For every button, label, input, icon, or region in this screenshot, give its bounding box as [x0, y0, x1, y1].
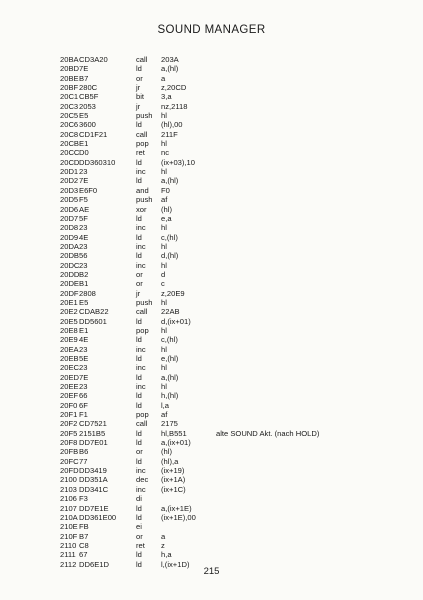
operands: h,a [161, 550, 172, 560]
address: 20DE [60, 279, 79, 289]
address: 20EB [60, 354, 79, 363]
hex-bytes: 3600 [79, 120, 96, 130]
operands: (ix+1A) [161, 475, 186, 485]
address: 20D2 [60, 176, 79, 186]
operands: e,(hl) [161, 354, 179, 363]
operands: (ix+1E),00 [161, 512, 196, 522]
hex-bytes: DD360310 [79, 157, 116, 167]
address: 20C6 [60, 120, 79, 130]
operands: hl [161, 382, 167, 392]
address: 2103 [60, 484, 77, 494]
operands: (ix+03),10 [161, 157, 195, 167]
operands: nc [161, 148, 170, 158]
hex-bytes: 280C [79, 83, 98, 93]
hex-bytes: DD341C [79, 484, 109, 494]
hex-bytes: 7E [79, 176, 89, 186]
mnemonic: jr [136, 83, 141, 93]
hex-bytes: CB5F [79, 92, 99, 102]
address: 20D7 [60, 213, 79, 223]
mnemonic: or [136, 531, 143, 541]
hex-bytes: C8 [79, 540, 89, 550]
hex-bytes: B7 [79, 531, 89, 541]
operands: hl,B551 [161, 428, 187, 438]
mnemonic: call [136, 55, 148, 64]
address: 20DB [60, 251, 79, 261]
operands: (ix+19) [161, 466, 185, 476]
mnemonic: inc [136, 223, 146, 233]
mnemonic: ret [136, 148, 145, 158]
operands: (hl),a [161, 456, 179, 466]
hex-bytes: 7E [79, 64, 89, 74]
hex-bytes: AE [79, 204, 90, 214]
address: 20C1 [60, 92, 79, 102]
address: 210F [60, 531, 78, 541]
address: 20EE [60, 382, 79, 392]
address: 20CC [60, 148, 80, 158]
hex-bytes: 23 [79, 167, 88, 177]
address: 20DD [60, 269, 80, 279]
mnemonic: inc [136, 344, 146, 354]
operands: d [161, 269, 166, 279]
mnemonic: ld [136, 354, 142, 363]
address: 20F2 [60, 419, 78, 429]
operands: hl [161, 223, 167, 233]
address: 20C8 [60, 129, 79, 139]
hex-bytes: DD7E1E [79, 503, 109, 513]
mnemonic: ei [136, 522, 142, 532]
operands: 3,a [161, 92, 172, 102]
operands: (hl) [161, 204, 172, 214]
address: 20BE [60, 73, 79, 83]
mnemonic: inc [136, 241, 146, 251]
hex-bytes: E6F0 [79, 185, 98, 195]
address: 20D1 [60, 167, 79, 177]
address: 20C3 [60, 101, 79, 111]
address: 20FD [60, 466, 79, 476]
hex-bytes: 23 [79, 260, 88, 270]
hex-bytes: 6F [79, 400, 88, 410]
operands: d,(ix+01) [161, 316, 191, 326]
operands: a,(hl) [161, 372, 179, 382]
mnemonic: or [136, 269, 143, 279]
mnemonic: ld [136, 438, 142, 448]
operands: hl [161, 363, 167, 373]
mnemonic: or [136, 73, 143, 83]
operands: 22AB [161, 307, 180, 317]
mnemonic: inc [136, 466, 146, 476]
operands: z [161, 540, 165, 550]
mnemonic: ld [136, 428, 142, 438]
operands: hl [161, 139, 167, 149]
address: 20E8 [60, 325, 78, 335]
address: 20E2 [60, 307, 78, 317]
mnemonic: pop [136, 325, 149, 335]
mnemonic: inc [136, 484, 146, 494]
hex-bytes: DD351A [79, 475, 108, 485]
operands: F0 [161, 185, 170, 195]
hex-bytes: 2053 [79, 101, 96, 111]
mnemonic: bit [136, 92, 145, 102]
mnemonic: pop [136, 139, 149, 149]
operands: nz,2118 [161, 101, 188, 111]
address: 20F8 [60, 438, 78, 448]
operands: a [161, 531, 166, 541]
operands: hl [161, 297, 167, 307]
hex-bytes: CDAB22 [79, 307, 109, 317]
operands: c,(hl) [161, 335, 178, 345]
mnemonic: ld [136, 176, 142, 186]
mnemonic: inc [136, 382, 146, 392]
address: 20F1 [60, 410, 78, 420]
operands: hl [161, 260, 167, 270]
mnemonic: ld [136, 120, 142, 130]
operands: l,(ix+1D) [161, 559, 190, 569]
hex-bytes: DD6E1D [79, 559, 109, 569]
hex-bytes: 2151B5 [79, 428, 106, 438]
hex-bytes: 66 [79, 391, 88, 401]
address: 210A [60, 512, 78, 522]
mnemonic: ld [136, 503, 142, 513]
mnemonic: ld [136, 213, 142, 223]
hex-bytes: DD361E00 [79, 512, 117, 522]
mnemonic: ld [136, 64, 142, 74]
operands: c,(hl) [161, 232, 178, 242]
operands: af [161, 195, 168, 205]
operands: e,a [161, 213, 172, 223]
operands: a,(hl) [161, 64, 179, 74]
mnemonic: inc [136, 260, 146, 270]
mnemonic: ld [136, 251, 142, 261]
mnemonic: ld [136, 372, 142, 382]
hex-bytes: 67 [79, 550, 88, 560]
hex-bytes: CD7521 [79, 419, 107, 429]
address: 20E5 [60, 316, 78, 326]
address: 20FB [60, 447, 79, 457]
hex-bytes: DD7E01 [79, 438, 108, 448]
operands: hl [161, 167, 167, 177]
address: 20EC [60, 363, 79, 373]
comment: alte SOUND Akt. (nach HOLD) [216, 428, 320, 438]
operands: hl [161, 325, 167, 335]
hex-bytes: 23 [79, 382, 88, 392]
address: 20F0 [60, 400, 78, 410]
address: 20F5 [60, 428, 78, 438]
address: 2112 [60, 559, 77, 569]
page-number: 215 [203, 566, 220, 577]
operands: a,(ix+1E) [161, 503, 192, 513]
mnemonic: push [136, 297, 153, 307]
operands: l,a [161, 400, 170, 410]
operands: 203A [161, 55, 179, 64]
hex-bytes: E1 [79, 325, 89, 335]
mnemonic: inc [136, 167, 146, 177]
address: 20ED [60, 372, 79, 382]
address: 2107 [60, 503, 77, 513]
address: 20CB [60, 139, 79, 149]
hex-bytes: B7 [79, 73, 89, 83]
operands: (ix+1C) [161, 484, 186, 494]
address: 2106 [60, 494, 77, 504]
address: 20FC [60, 456, 79, 466]
address: 2111 [60, 550, 76, 560]
mnemonic: ld [136, 157, 142, 167]
mnemonic: or [136, 279, 143, 289]
mnemonic: call [136, 129, 148, 139]
mnemonic: ld [136, 316, 142, 326]
hex-bytes: F3 [79, 494, 88, 504]
address: 20DC [60, 260, 80, 270]
operands: d,(hl) [161, 251, 179, 261]
address: 20BA [60, 55, 79, 64]
operands: a,(hl) [161, 176, 179, 186]
hex-bytes: 5F [79, 213, 88, 223]
address: 20E9 [60, 335, 78, 345]
operands: (hl) [161, 447, 172, 457]
operands: hl [161, 111, 167, 121]
mnemonic: ld [136, 335, 142, 345]
address: 20D5 [60, 195, 79, 205]
hex-bytes: FB [79, 522, 89, 532]
hex-bytes: DD5601 [79, 316, 107, 326]
address: 20D8 [60, 223, 79, 233]
mnemonic: ld [136, 550, 142, 560]
operands: 211F [161, 129, 178, 139]
hex-bytes: E1 [79, 139, 89, 149]
page-title: SOUND MANAGER [157, 24, 266, 36]
mnemonic: ld [136, 400, 142, 410]
hex-bytes: B2 [79, 269, 89, 279]
address: 20BF [60, 83, 79, 93]
mnemonic: call [136, 307, 148, 317]
mnemonic: and [136, 185, 149, 195]
mnemonic: ld [136, 232, 142, 242]
hex-bytes: E5 [79, 111, 89, 121]
address: 20DA [60, 241, 79, 251]
mnemonic: or [136, 447, 143, 457]
operands: hl [161, 241, 167, 251]
operands: z,20E9 [161, 288, 185, 298]
mnemonic: jr [136, 101, 141, 111]
mnemonic: ret [136, 540, 145, 550]
address: 20DF [60, 288, 79, 298]
mnemonic: call [136, 419, 148, 429]
hex-bytes: 7E [79, 372, 89, 382]
mnemonic: dec [136, 475, 149, 485]
operands: a,(ix+01) [161, 438, 191, 448]
operands: hl [161, 344, 167, 354]
hex-bytes: CD3A20 [79, 55, 108, 64]
hex-bytes: CD1F21 [79, 129, 108, 139]
address: 20E1 [60, 297, 78, 307]
hex-bytes: 23 [79, 241, 88, 251]
mnemonic: xor [136, 204, 147, 214]
hex-bytes: DD3419 [79, 466, 107, 476]
hex-bytes: D0 [79, 148, 89, 158]
hex-bytes: 23 [79, 223, 88, 233]
address: 20EF [60, 391, 79, 401]
mnemonic: pop [136, 410, 149, 420]
address: 2110 [60, 540, 77, 550]
mnemonic: jr [136, 288, 141, 298]
mnemonic: inc [136, 363, 146, 373]
operands: z,20CD [161, 83, 187, 93]
address: 20D9 [60, 232, 79, 242]
mnemonic: push [136, 111, 153, 121]
mnemonic: di [136, 494, 142, 504]
hex-bytes: F1 [79, 410, 88, 420]
address: 20CD [60, 157, 80, 167]
operands: af [161, 410, 168, 420]
operands: a [161, 73, 166, 83]
hex-bytes: F5 [79, 195, 88, 205]
hex-bytes: 5E [79, 354, 89, 363]
operands: (hl),00 [161, 120, 183, 130]
operands: 2175 [161, 419, 178, 429]
mnemonic: ld [136, 512, 142, 522]
mnemonic: ld [136, 559, 142, 569]
hex-bytes: 2808 [79, 288, 96, 298]
address: 210E [60, 522, 78, 532]
hex-bytes: 23 [79, 363, 88, 373]
operands: h,(hl) [161, 391, 179, 401]
hex-bytes: E5 [79, 297, 89, 307]
address: 20D3 [60, 185, 79, 195]
hex-bytes: B6 [79, 447, 89, 457]
hex-bytes: 23 [79, 344, 88, 354]
mnemonic: ld [136, 456, 142, 466]
hex-bytes: B1 [79, 279, 89, 289]
hex-bytes: 4E [79, 232, 89, 242]
address: 20C5 [60, 111, 79, 121]
address: 20EA [60, 344, 79, 354]
address: 20BD [60, 64, 79, 74]
hex-bytes: 56 [79, 251, 88, 261]
address: 20D6 [60, 204, 79, 214]
hex-bytes: 4E [79, 335, 89, 345]
mnemonic: push [136, 195, 153, 205]
hex-bytes: 77 [79, 456, 88, 466]
mnemonic: ld [136, 391, 142, 401]
address: 2100 [60, 475, 77, 485]
operands: c [161, 279, 165, 289]
